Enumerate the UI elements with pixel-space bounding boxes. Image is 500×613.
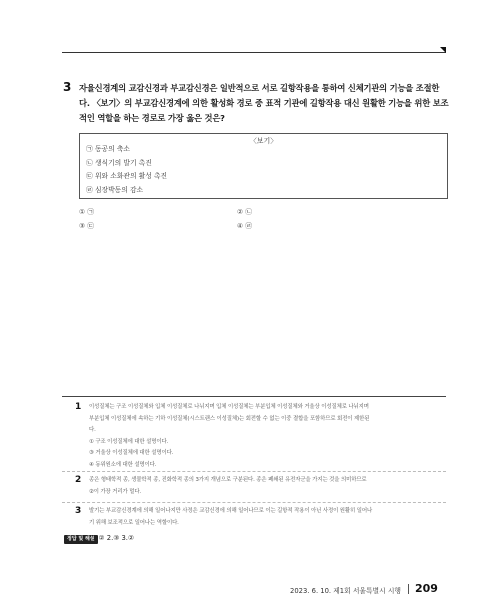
choice-3[interactable]: ③ ㉢ [79,222,95,230]
footer-divider [408,584,409,594]
bogi-box [79,133,448,199]
solution-number: 3 [75,506,82,516]
bogi-items [86,143,167,197]
top-rule [62,52,446,53]
solution-text [89,402,441,472]
page-number: 209 [415,582,438,595]
corner-triangle-icon [440,47,446,53]
question-number: 3 [63,80,72,94]
solution-line: ④ 동위원소에 대한 설명이다. [89,461,157,468]
bogi-item: ㉣ 심장박동의 감소 [86,185,144,194]
solution-text [89,506,441,529]
solution-line: ① 구조 이성질체에 대한 설명이다. [89,438,169,445]
bogi-item: ㉠ 동공의 축소 [86,145,130,153]
solution-line: 다. [89,427,96,434]
exam-label: 2023. 6. 10. 제1회 서울특별시 시행 [290,587,401,595]
solution-divider [62,396,446,397]
solution-number: 2 [75,475,82,485]
bogi-item: ㉢ 위와 소화관의 활성 촉진 [86,172,168,180]
solution-number: 1 [75,402,82,412]
solution-text [89,475,441,498]
choice-4[interactable]: ④ ㉣ [237,222,253,230]
solution-line: 이성질체는 구조 이성질체와 입체 이성질체로 나뉘지며 입체 이성질체는 부분입체 이성질체와 거울상 이성질체로 나뉘지며 [89,404,369,410]
choice-2[interactable]: ② ㉡ [237,208,253,216]
bogi-title: 〈보기〉 [246,137,282,145]
solution-line: ③ 거울상 이성질체에 대한 설명이다. [89,450,174,457]
solution-line: 기 위해 보조적으로 일어나는 역할이다. [89,519,179,526]
choice-1[interactable]: ① ㉠ [79,208,95,216]
solution-line: 발기는 부교감신경계에 의해 일어나지만 사정은 교감신경에 의해 일어나므로 이는 길항적 작용이 아닌 사정이 원활히 일어나 [89,508,373,514]
bogi-item: ㉡ 생식기의 발기 촉진 [86,158,152,167]
solution-line: 부분입체 이성질체에 속하는 기하 이성질체(시스트랜스 이성질체)는 회전할 수 없는 이중 결합을 포함하므로 회전이 제한된 [89,415,370,422]
solution-separator [62,502,446,503]
answer-badge: 정답 및 해설 [64,535,98,544]
solution-line: 종은 형태학적 종, 생물학적 종, 진화학적 종의 3가지 개념으로 구분된다. 종은 폐쇄된 유전자군을 가지는 것을 의미하므로 [89,477,367,483]
question-text: 자율신경계의 교감신경과 부교감신경은 일반적으로 서로 길항작용을 통하여 신체기관의 기능을 조절한다. 〈보기〉의 부교감신경계에 의한 활성화 경로 중 표적 기관에 길항작용 대신 원활한 기능을 위한 보조적인 역할을 하는 경로로 가장 옳은 것은? [79,83,449,123]
solution-separator [62,471,446,472]
answer-key: 1.② 2.③ 3.② [92,534,135,542]
solution-line: ②이 가장 거리가 멀다. [89,488,142,495]
